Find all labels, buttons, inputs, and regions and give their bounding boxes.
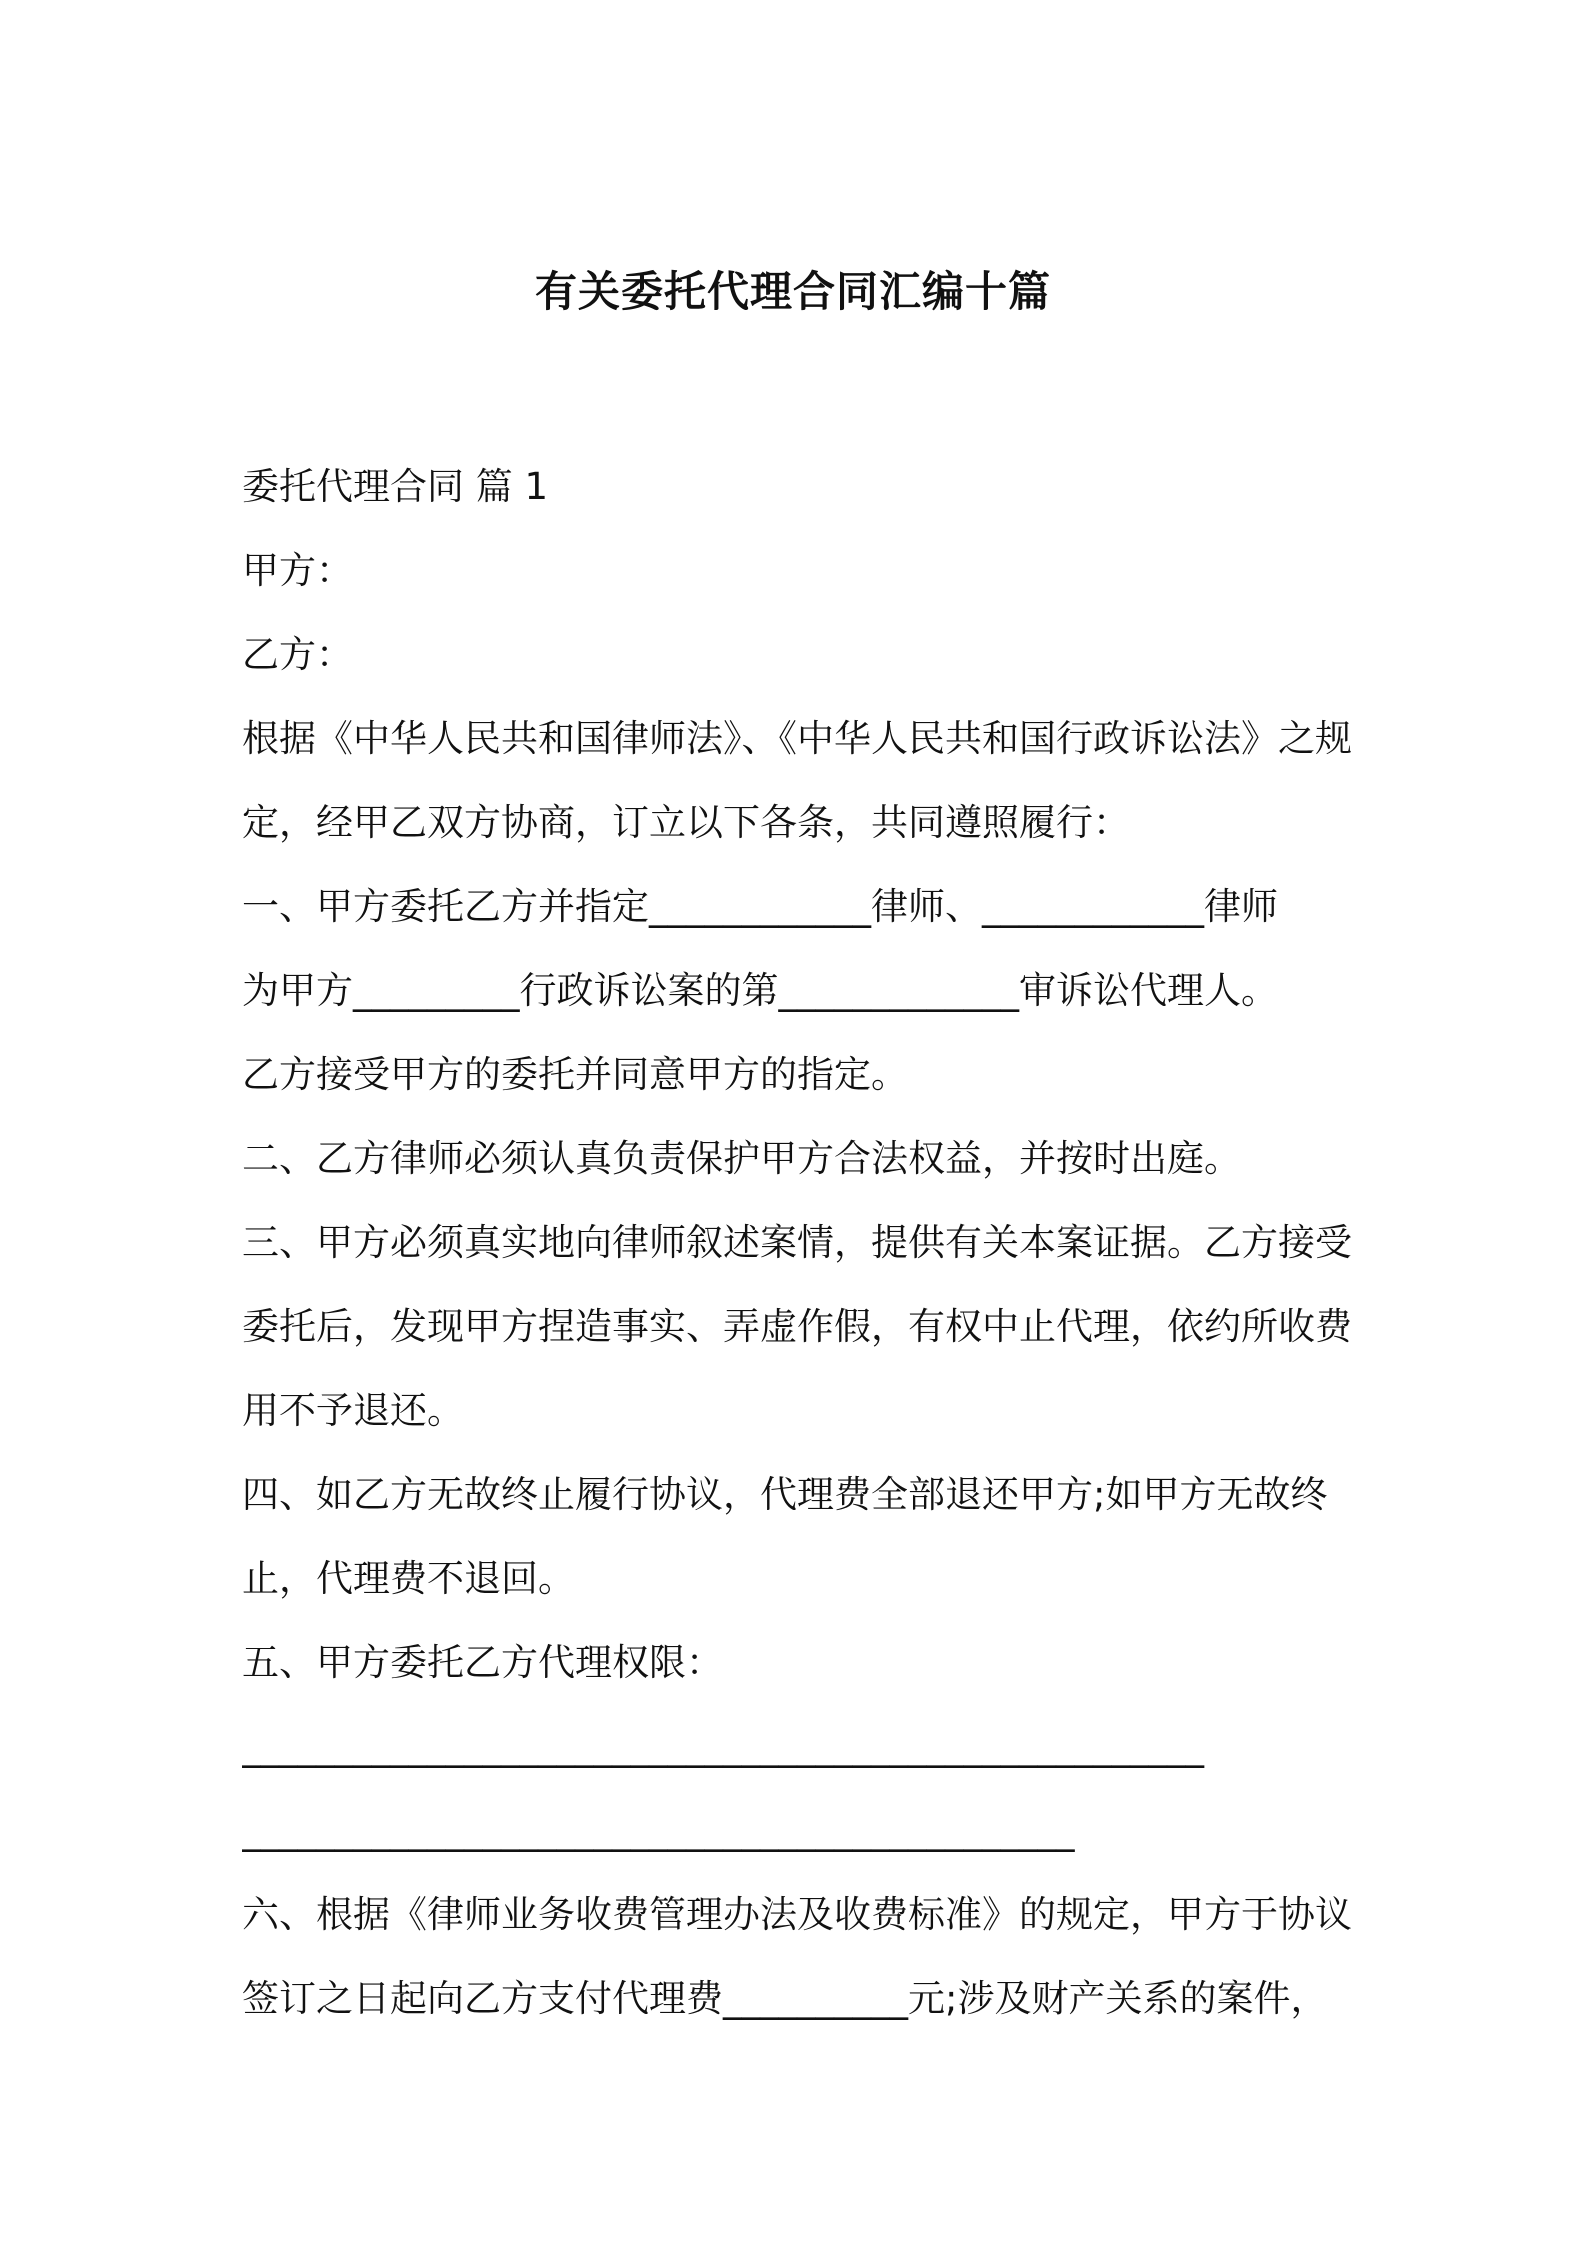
blank-fill-line: ____________________________________________________ [242, 1725, 1204, 1768]
clause-2-line: 二、乙方律师必须认真负责保护甲方合法权益，并按时出庭。 [242, 1137, 1241, 1180]
paragraph-line: 定，经甲乙双方协商，订立以下各条，共同遵照履行： [242, 801, 1130, 844]
clause-6-line: 签订之日起向乙方支付代理费__________元;涉及财产关系的案件， [242, 1977, 1328, 2020]
document-title: 有关委托代理合同汇编十篇 [534, 267, 1051, 316]
clause-4-line: 四、如乙方无故终止履行协议，代理费全部退还甲方;如甲方无故终 [242, 1473, 1328, 1516]
clause-6-line: 六、根据《律师业务收费管理办法及收费标准》的规定，甲方于协议 [242, 1893, 1352, 1936]
paragraph-line: 根据《中华人民共和国律师法》、《中华人民共和国行政诉讼法》之规 [242, 717, 1352, 760]
party-b-label: 乙方： [242, 633, 353, 676]
blank-fill-line: _____________________________________________ [242, 1809, 1075, 1852]
clause-1-line: 乙方接受甲方的委托并同意甲方的指定。 [242, 1053, 908, 1096]
clause-3-line: 委托后，发现甲方捏造事实、弄虚作假，有权中止代理，依约所收费 [242, 1305, 1352, 1348]
clause-1-line: 一、甲方委托乙方并指定____________律师、____________律师 [242, 885, 1278, 928]
clause-3-line: 三、甲方必须真实地向律师叙述案情，提供有关本案证据。乙方接受 [242, 1221, 1352, 1264]
party-a-label: 甲方： [242, 549, 353, 592]
section-heading: 委托代理合同 篇 1 [242, 465, 549, 508]
clause-1-line: 为甲方_________行政诉讼案的第_____________审诉讼代理人。 [242, 969, 1278, 1012]
clause-4-line: 止，代理费不退回。 [242, 1557, 575, 1600]
clause-5-line: 五、甲方委托乙方代理权限： [242, 1641, 723, 1684]
clause-3-line: 用不予退还。 [242, 1389, 464, 1432]
